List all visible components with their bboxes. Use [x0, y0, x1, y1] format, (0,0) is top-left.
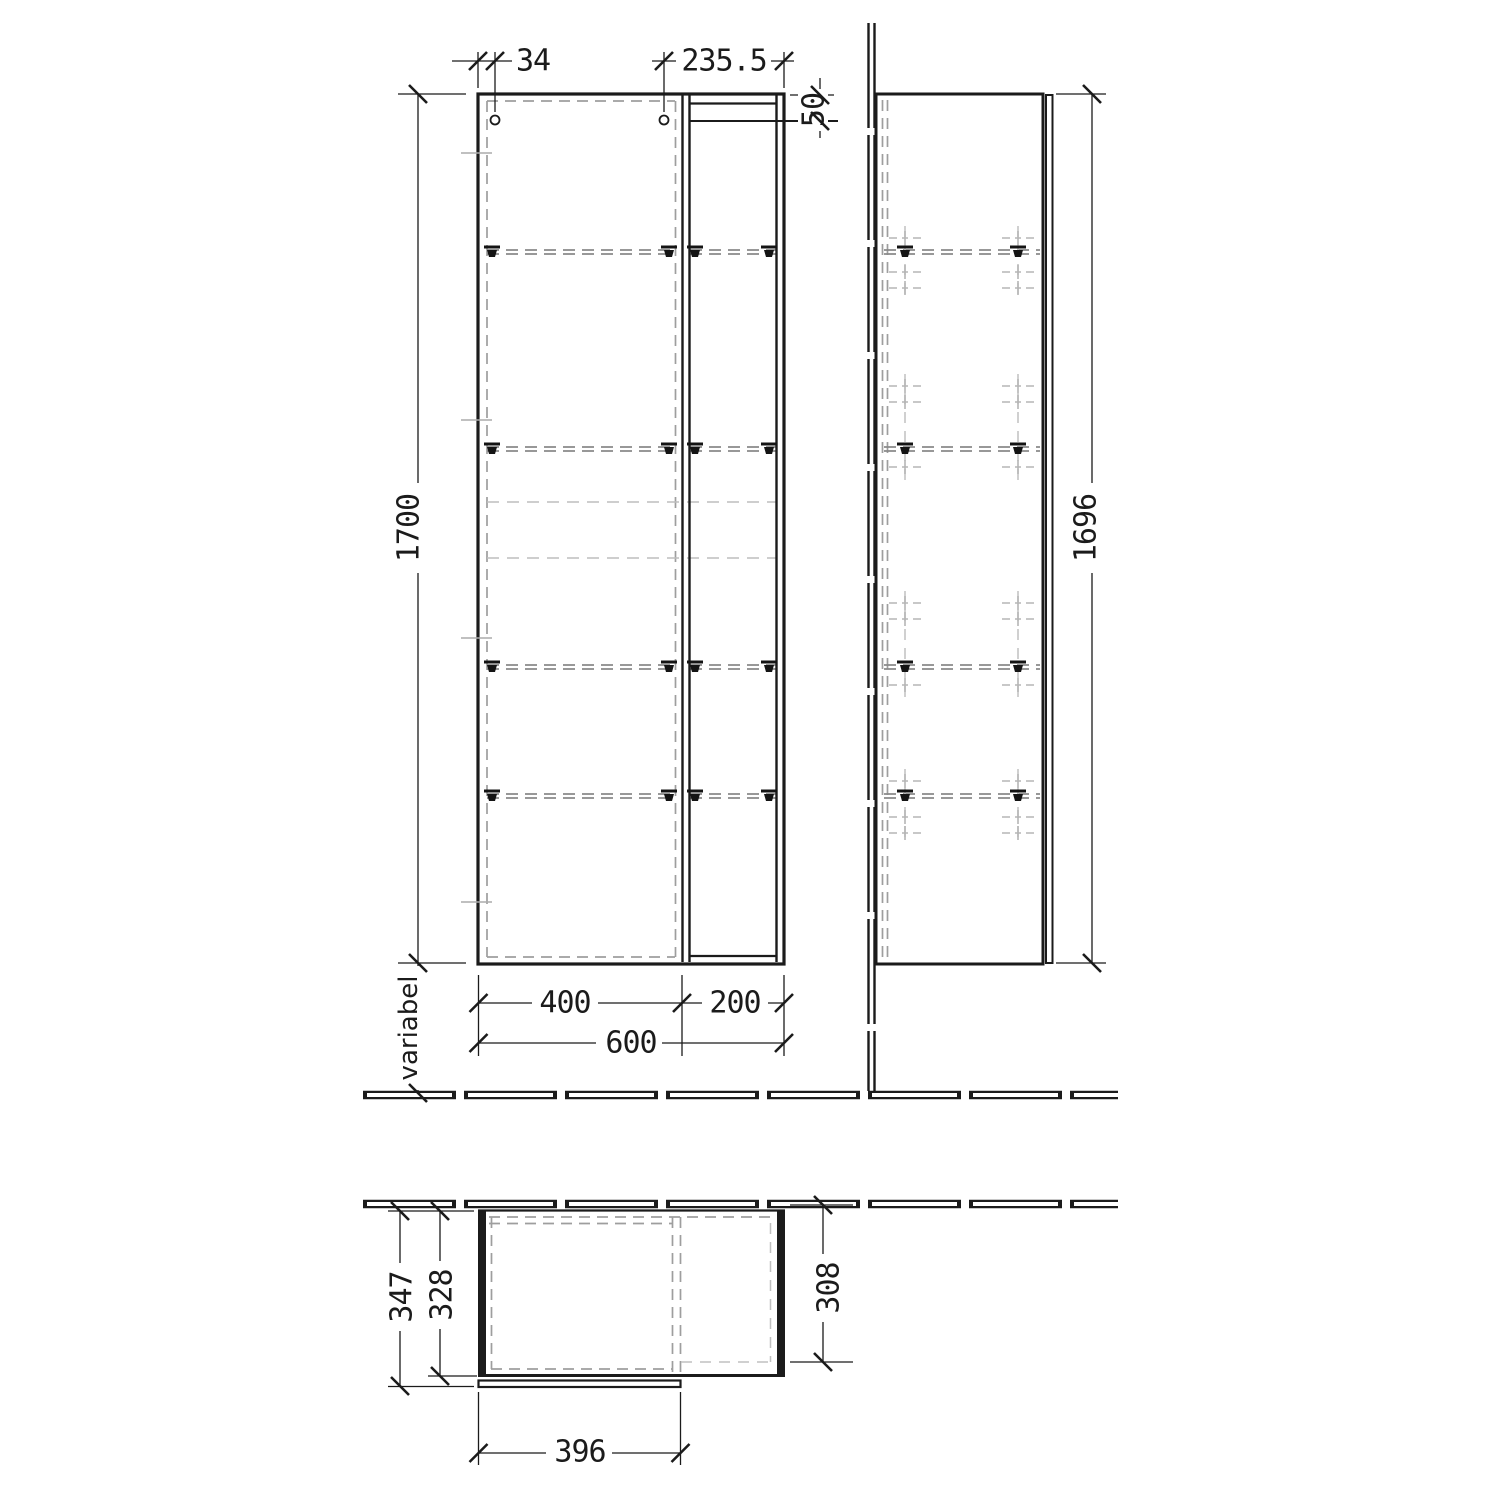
- plan-left-side-panel: [478, 1210, 486, 1376]
- side-section-view: [869, 23, 1053, 1091]
- plan-right-side-panel: [777, 1210, 785, 1376]
- extension-lines: [388, 52, 1106, 1465]
- dim-label-depth-open: 308: [811, 1262, 847, 1314]
- dim-label-door-width: 396: [554, 1434, 606, 1470]
- front-carcass-outline: [478, 94, 784, 964]
- drill-axis-lines: [905, 226, 1018, 845]
- dim-label-door-section-width: 400: [539, 985, 591, 1021]
- wall-line-vertical: [869, 23, 875, 1091]
- dim-label-width-total: 600: [605, 1025, 657, 1061]
- front-shelf-pins: [484, 247, 777, 801]
- side-door-panel: [1046, 95, 1053, 963]
- dim-label-depth-carcass: 328: [424, 1269, 460, 1321]
- dimension-lines: [400, 61, 1092, 1453]
- plan-hidden-lines: [489, 1217, 776, 1374]
- dim-label-depth-with-door: 347: [384, 1271, 420, 1323]
- front-shelf-lines: [487, 250, 776, 798]
- dim-label-open-section-width: 200: [709, 985, 761, 1021]
- dim-label-height-variable: variabel: [394, 975, 424, 1081]
- side-shelf-pins: [897, 247, 1026, 801]
- dim-label-carcass-height: 1696: [1068, 493, 1104, 563]
- plan-door-panel: [479, 1381, 681, 1388]
- front-elevation-view: [461, 94, 838, 964]
- hinge-hole-right: [660, 116, 669, 125]
- dim-label-height-total: 1700: [391, 493, 427, 563]
- dim-label-top-rail: 50: [796, 92, 832, 128]
- dimensions: [385, 44, 1107, 1470]
- drill-hole-crosses: [889, 231, 1034, 840]
- dim-label-hinge-spacing: 235.5: [681, 43, 767, 79]
- side-shelf-lines: [884, 250, 1040, 798]
- hinge-hole-left: [491, 116, 500, 125]
- dimension-ticks: [391, 52, 1101, 1462]
- label-backgrounds: [386, 45, 1101, 1467]
- plan-view: [478, 1210, 785, 1387]
- door-hidden-outline: [487, 101, 676, 957]
- dim-label-hinge-offset: 34: [515, 43, 551, 79]
